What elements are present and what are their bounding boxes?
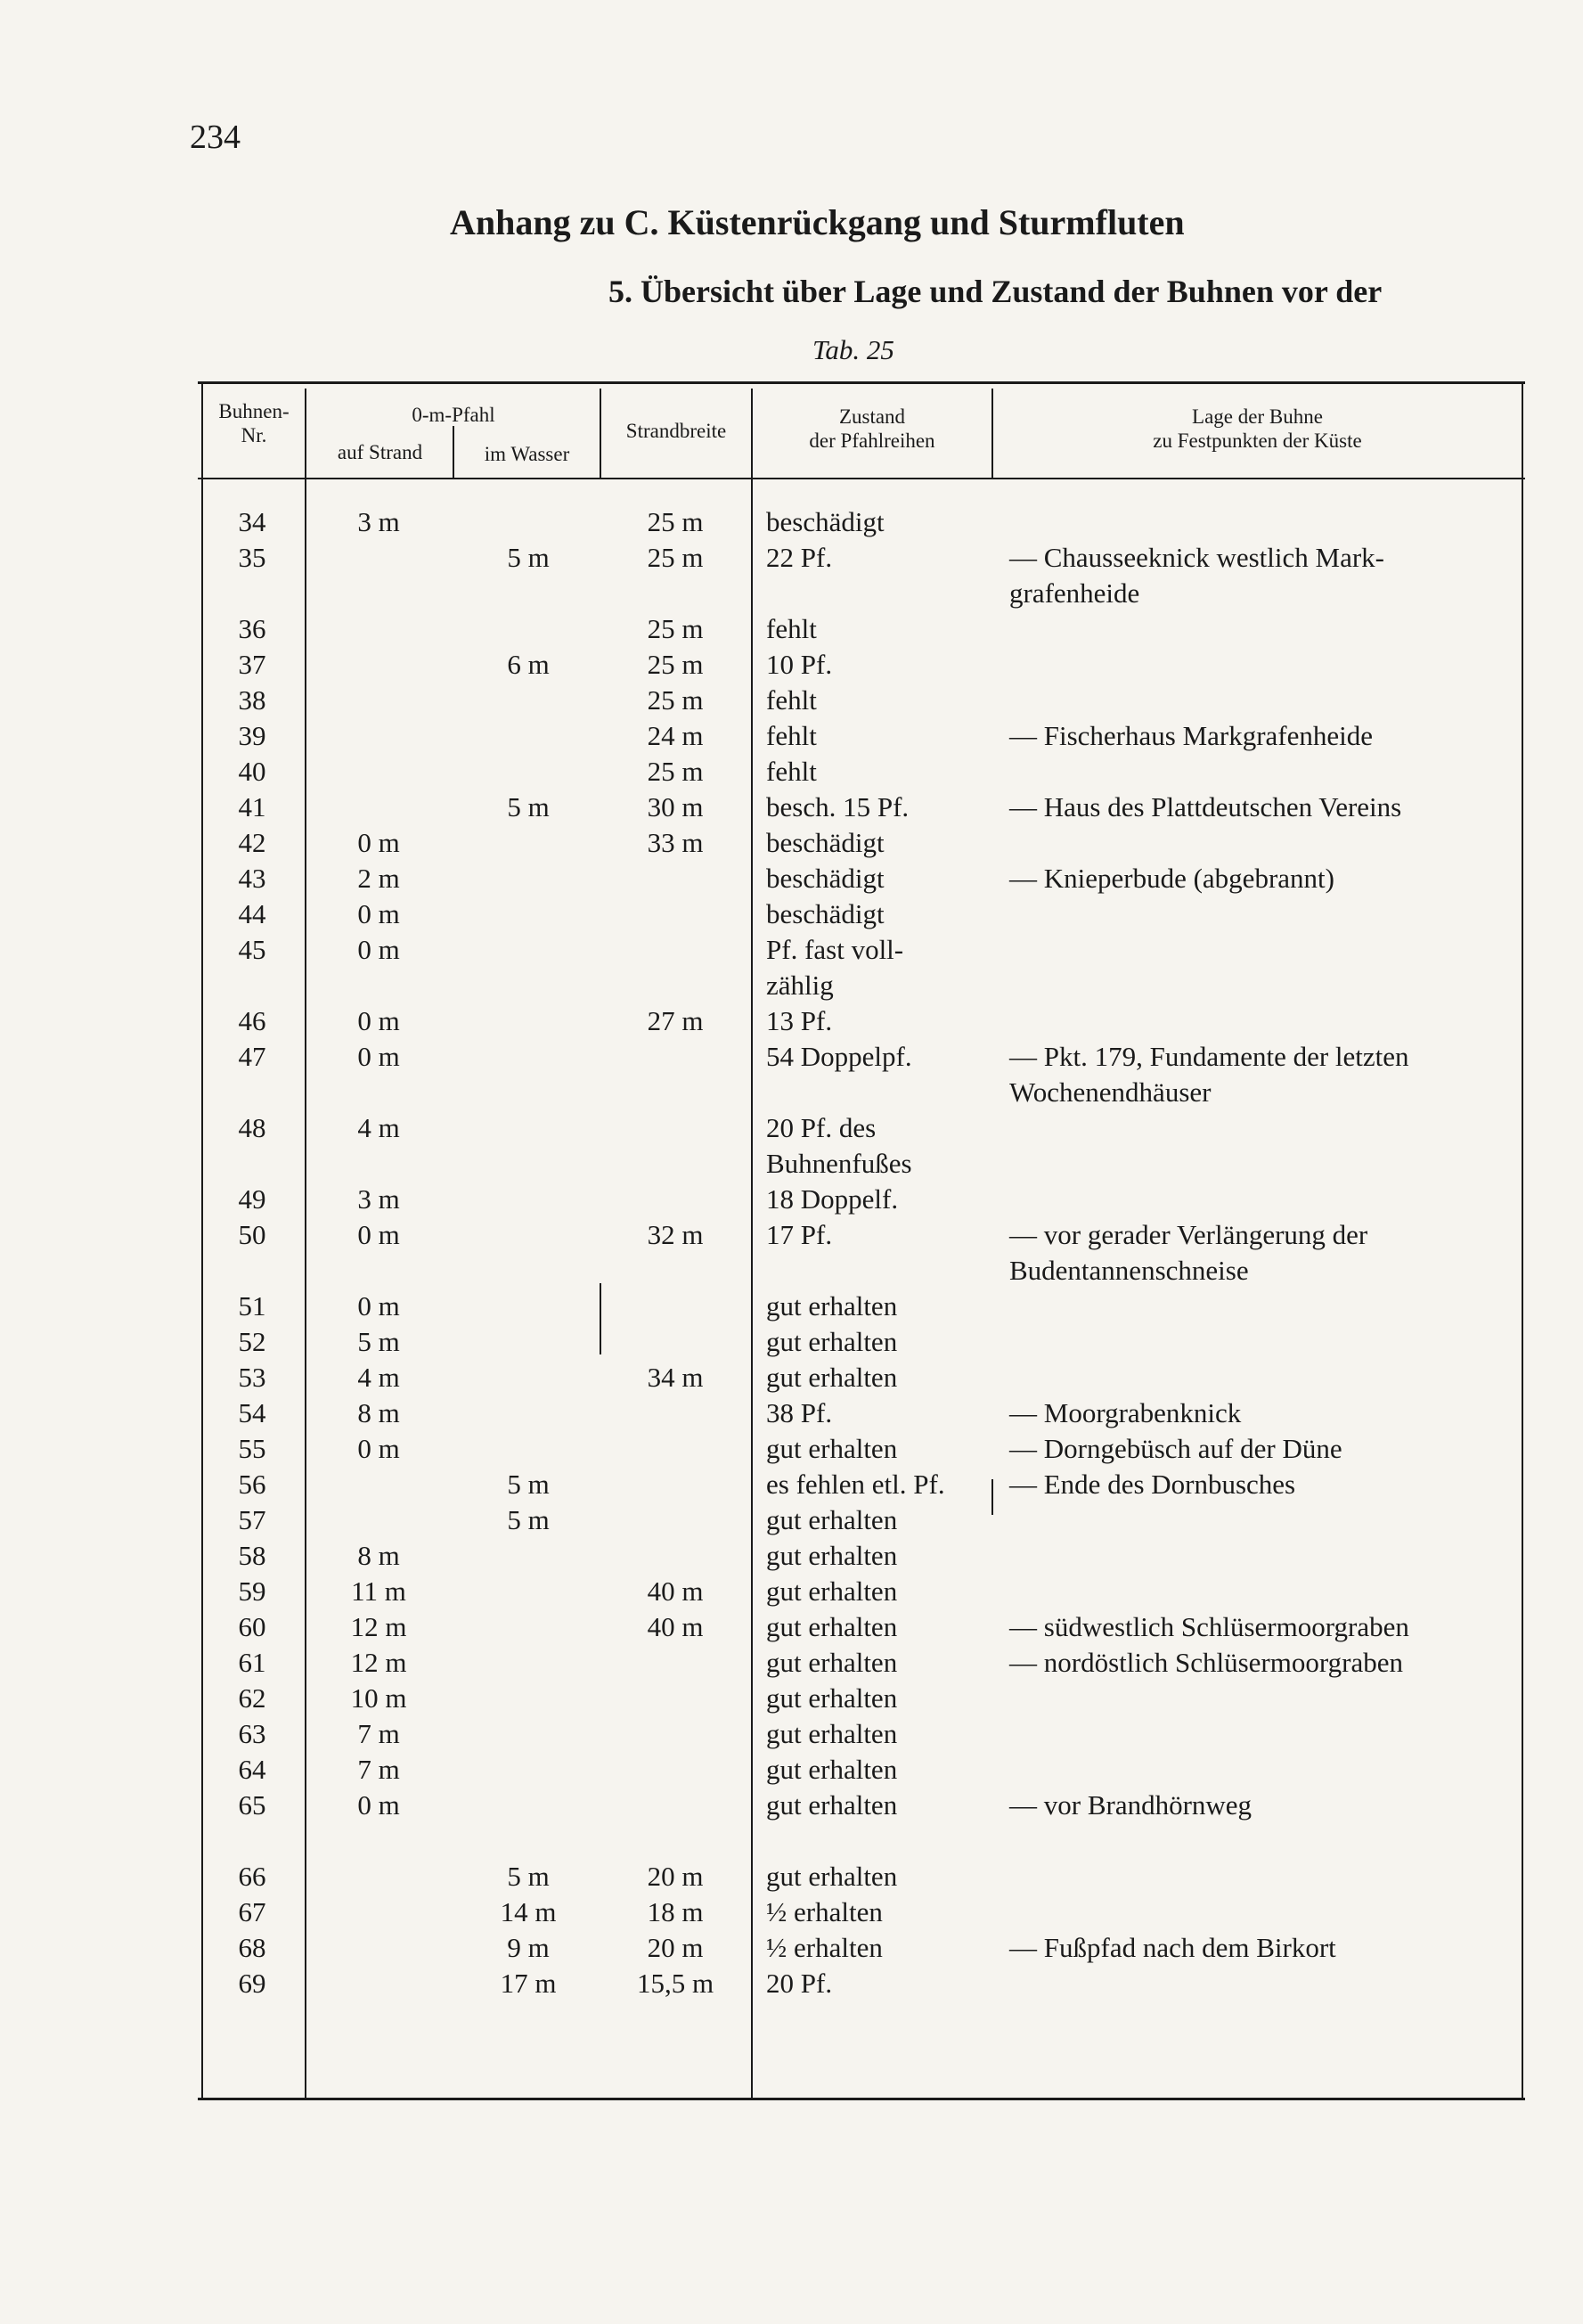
strandbreite-cell: 27 m xyxy=(647,1005,704,1036)
auf-strand-cell: 0 m xyxy=(357,1219,400,1250)
buhnen-nr-cell: 60 xyxy=(238,1611,266,1642)
strandbreite-cell: 15,5 m xyxy=(636,1968,714,1999)
zustand-cell: fehlt xyxy=(766,613,817,644)
buhnen-nr-cell: 55 xyxy=(238,1433,266,1464)
zustand-cell: ½ erhalten xyxy=(766,1932,883,1963)
zustand-cell: fehlt xyxy=(766,684,817,716)
auf-strand-cell: 3 m xyxy=(357,506,400,537)
lage-cell: — südwestlich Schlüsermoorgraben xyxy=(1009,1611,1409,1642)
buhnen-nr-cell: 39 xyxy=(238,720,266,751)
zustand-cell: 10 Pf. xyxy=(766,649,833,680)
table-caption: 5. Übersicht über Lage und Zustand der Buhnen vor der xyxy=(608,274,1383,309)
zustand-cell: 38 Pf. xyxy=(766,1397,833,1428)
buhnen-nr-cell: 65 xyxy=(238,1789,266,1821)
zustand-cell: gut erhalten xyxy=(766,1504,898,1535)
buhnen-nr-cell: 47 xyxy=(238,1041,266,1072)
buhnen-nr-cell: 58 xyxy=(238,1540,266,1571)
zustand-cell: beschädigt xyxy=(766,898,885,929)
table-bottom-rule xyxy=(198,2098,1525,2100)
zustand-cell: 20 Pf. des Buhnenfußes xyxy=(766,1112,912,1179)
buhnen-nr-cell: 38 xyxy=(238,684,266,716)
lage-cell: — Fischerhaus Markgrafenheide xyxy=(1009,720,1374,751)
zustand-cell: 17 Pf. xyxy=(766,1219,833,1250)
im-wasser-cell: 9 m xyxy=(507,1932,550,1963)
buhnen-nr-cell: 37 xyxy=(238,649,266,680)
im-wasser-cell: 5 m xyxy=(507,791,550,822)
lage-cell: — Chausseeknick westlich Mark- grafenheide xyxy=(1009,542,1384,609)
zustand-cell: gut erhalten xyxy=(766,1290,898,1322)
lage-cell: — vor gerader Verlängerung der Budentannenschneise xyxy=(1009,1219,1368,1286)
buhnen-nr-cell: 66 xyxy=(238,1861,266,1892)
column-divider xyxy=(991,1479,993,1515)
zustand-cell: fehlt xyxy=(766,720,817,751)
im-wasser-cell: 5 m xyxy=(507,1861,550,1892)
strandbreite-cell: 18 m xyxy=(647,1896,704,1927)
zustand-cell: 13 Pf. xyxy=(766,1005,833,1036)
lage-cell: — Ende des Dornbusches xyxy=(1009,1469,1296,1500)
auf-strand-cell: 0 m xyxy=(357,827,400,858)
lage-cell: — Fußpfad nach dem Birkort xyxy=(1009,1932,1336,1963)
buhnen-nr-cell: 69 xyxy=(238,1968,266,1999)
header-strandbreite: Strandbreite xyxy=(625,420,727,442)
zustand-cell: es fehlen etl. Pf. xyxy=(766,1469,945,1500)
strandbreite-cell: 40 m xyxy=(647,1611,704,1642)
im-wasser-cell: 14 m xyxy=(500,1896,557,1927)
section-heading: Anhang zu C. Küstenrückgang und Sturmfluten xyxy=(450,202,1185,242)
zustand-cell: besch. 15 Pf. xyxy=(766,791,910,822)
strandbreite-cell: 40 m xyxy=(647,1575,704,1607)
auf-strand-cell: 8 m xyxy=(357,1397,400,1428)
auf-strand-cell: 10 m xyxy=(350,1682,407,1714)
lage-cell: — vor Brandhörnweg xyxy=(1009,1789,1253,1821)
auf-strand-cell: 0 m xyxy=(357,1789,400,1821)
page-number: 234 xyxy=(190,119,241,156)
zustand-cell: gut erhalten xyxy=(766,1540,898,1571)
zustand-cell: beschädigt xyxy=(766,827,885,858)
auf-strand-cell: 0 m xyxy=(357,1290,400,1322)
buhnen-nr-cell: 36 xyxy=(238,613,266,644)
buhnen-nr-cell: 62 xyxy=(238,1682,266,1714)
auf-strand-cell: 2 m xyxy=(357,863,400,894)
auf-strand-cell: 12 m xyxy=(350,1611,407,1642)
header-zustand: Zustand der Pfahlreihen xyxy=(809,405,935,452)
table-top-rule xyxy=(198,381,1525,384)
zustand-cell: 22 Pf. xyxy=(766,542,833,573)
buhnen-nr-cell: 53 xyxy=(238,1362,266,1393)
auf-strand-cell: 7 m xyxy=(357,1754,400,1785)
zustand-cell: gut erhalten xyxy=(766,1754,898,1785)
buhnen-nr-cell: 49 xyxy=(238,1183,266,1215)
buhnen-nr-cell: 57 xyxy=(238,1504,266,1535)
zustand-cell: gut erhalten xyxy=(766,1362,898,1393)
auf-strand-cell: 7 m xyxy=(357,1718,400,1749)
buhnen-nr-cell: 50 xyxy=(238,1219,266,1250)
buhnen-nr-cell: 42 xyxy=(238,827,266,858)
zustand-cell: 20 Pf. xyxy=(766,1968,833,1999)
buhnen-nr-cell: 43 xyxy=(238,863,266,894)
strandbreite-cell: 25 m xyxy=(647,649,704,680)
auf-strand-cell: 0 m xyxy=(357,934,400,965)
column-divider xyxy=(751,389,753,2098)
zustand-cell: gut erhalten xyxy=(766,1682,898,1714)
buhnen-nr-cell: 40 xyxy=(238,756,266,787)
auf-strand-cell: 8 m xyxy=(357,1540,400,1571)
auf-strand-cell: 0 m xyxy=(357,1041,400,1072)
lage-cell: — nordöstlich Schlüsermoorgraben xyxy=(1009,1647,1403,1678)
im-wasser-cell: 5 m xyxy=(507,1504,550,1535)
header-im-wasser: im Wasser xyxy=(484,443,570,465)
strandbreite-cell: 25 m xyxy=(647,542,704,573)
im-wasser-cell: 5 m xyxy=(507,1469,550,1500)
auf-strand-cell: 4 m xyxy=(357,1362,400,1393)
zustand-cell: 18 Doppelf. xyxy=(766,1183,899,1215)
zustand-cell: gut erhalten xyxy=(766,1611,898,1642)
column-divider xyxy=(600,1283,601,1354)
header-bottom-rule xyxy=(198,478,1525,479)
im-wasser-cell: 6 m xyxy=(507,649,550,680)
buhnen-nr-cell: 67 xyxy=(238,1896,266,1927)
buhnen-nr-cell: 34 xyxy=(238,506,266,537)
strandbreite-cell: 25 m xyxy=(647,506,704,537)
lage-cell: — Dorngebüsch auf der Düne xyxy=(1009,1433,1342,1464)
zustand-cell: gut erhalten xyxy=(766,1575,898,1607)
buhnen-nr-cell: 63 xyxy=(238,1718,266,1749)
zustand-cell: ½ erhalten xyxy=(766,1896,883,1927)
buhnen-nr-cell: 52 xyxy=(238,1326,266,1357)
strandbreite-cell: 25 m xyxy=(647,756,704,787)
strandbreite-cell: 32 m xyxy=(647,1219,704,1250)
header-lage: Lage der Buhne zu Festpunkten der Küste xyxy=(1153,405,1362,452)
strandbreite-cell: 30 m xyxy=(647,791,704,822)
strandbreite-cell: 20 m xyxy=(647,1861,704,1892)
buhnen-nr-cell: 48 xyxy=(238,1112,266,1143)
buhnen-nr-cell: 35 xyxy=(238,542,266,573)
column-divider xyxy=(305,389,306,2098)
buhnen-nr-cell: 41 xyxy=(238,791,266,822)
buhnen-nr-cell: 68 xyxy=(238,1932,266,1963)
buhnen-nr-cell: 59 xyxy=(238,1575,266,1607)
zustand-cell: gut erhalten xyxy=(766,1647,898,1678)
buhnen-nr-cell: 54 xyxy=(238,1397,266,1428)
lage-cell: — Pkt. 179, Fundamente der letzten Wochenendhäuser xyxy=(1009,1041,1409,1108)
auf-strand-cell: 3 m xyxy=(357,1183,400,1215)
table-right-border xyxy=(1522,381,1523,2099)
buhnen-nr-cell: 56 xyxy=(238,1469,266,1500)
lage-cell: — Knieperbude (abgebrannt) xyxy=(1009,863,1334,894)
zustand-cell: gut erhalten xyxy=(766,1861,898,1892)
zustand-cell: beschädigt xyxy=(766,506,885,537)
im-wasser-cell: 17 m xyxy=(500,1968,557,1999)
buhnen-nr-cell: 45 xyxy=(238,934,266,965)
zustand-cell: Pf. fast voll- zählig xyxy=(766,934,904,1001)
lage-cell: — Moorgrabenknick xyxy=(1009,1397,1242,1428)
strandbreite-cell: 25 m xyxy=(647,613,704,644)
buhnen-nr-cell: 44 xyxy=(238,898,266,929)
im-wasser-cell: 5 m xyxy=(507,542,550,573)
strandbreite-cell: 24 m xyxy=(647,720,704,751)
auf-strand-cell: 5 m xyxy=(357,1326,400,1357)
zustand-cell: 54 Doppelpf. xyxy=(766,1041,912,1072)
lage-cell: — Haus des Plattdeutschen Vereins xyxy=(1009,791,1402,822)
buhnen-nr-cell: 64 xyxy=(238,1754,266,1785)
auf-strand-cell: 0 m xyxy=(357,898,400,929)
zustand-cell: fehlt xyxy=(766,756,817,787)
buhnen-nr-cell: 51 xyxy=(238,1290,266,1322)
auf-strand-cell: 4 m xyxy=(357,1112,400,1143)
zustand-cell: gut erhalten xyxy=(766,1718,898,1749)
zustand-cell: gut erhalten xyxy=(766,1433,898,1464)
strandbreite-cell: 25 m xyxy=(647,684,704,716)
buhnen-nr-cell: 46 xyxy=(238,1005,266,1036)
header-auf-strand: auf Strand xyxy=(337,441,423,463)
table-number: Tab. 25 xyxy=(812,334,894,365)
strandbreite-cell: 20 m xyxy=(647,1932,704,1963)
zustand-cell: beschädigt xyxy=(766,863,885,894)
buhnen-nr-cell: 61 xyxy=(238,1647,266,1678)
header-0m-pfahl: 0-m-Pfahl xyxy=(412,404,495,426)
strandbreite-cell: 34 m xyxy=(647,1362,704,1393)
zustand-cell: gut erhalten xyxy=(766,1789,898,1821)
auf-strand-cell: 12 m xyxy=(350,1647,407,1678)
auf-strand-cell: 0 m xyxy=(357,1005,400,1036)
zustand-cell: gut erhalten xyxy=(766,1326,898,1357)
strandbreite-cell: 33 m xyxy=(647,827,704,858)
header-buhnen-nr: Buhnen- Nr. xyxy=(218,400,290,446)
auf-strand-cell: 0 m xyxy=(357,1433,400,1464)
auf-strand-cell: 11 m xyxy=(351,1575,406,1607)
